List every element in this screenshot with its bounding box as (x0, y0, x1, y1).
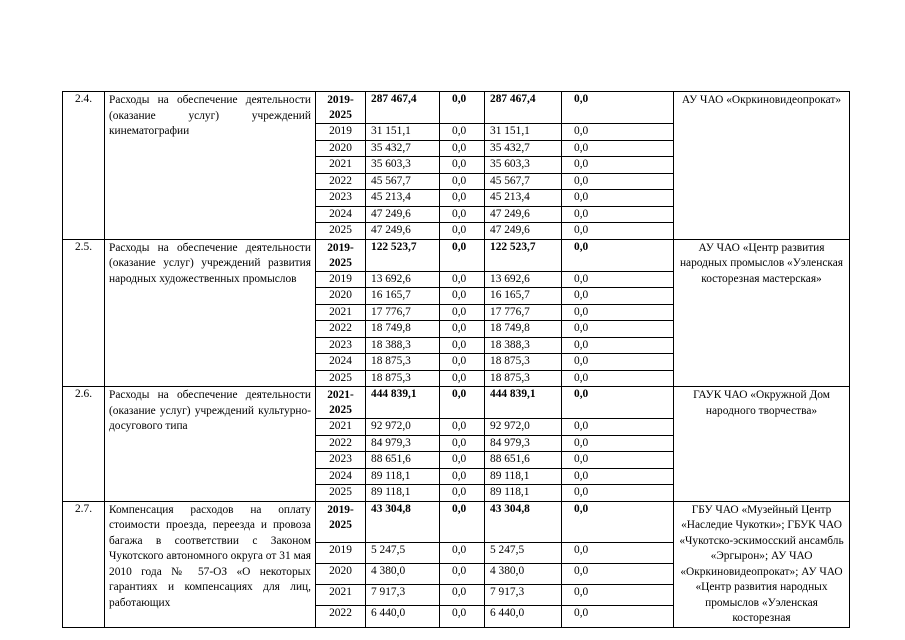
section-number: 2.4. (63, 92, 105, 240)
value-cell: 5 247,5 (485, 542, 562, 563)
year-cell: 2023 (316, 190, 366, 207)
year-cell: 2022 (316, 321, 366, 338)
value-cell: 18 875,3 (366, 370, 440, 387)
value-cell: 35 603,3 (485, 157, 562, 174)
value-cell: 18 749,8 (485, 321, 562, 338)
value-cell: 0,0 (440, 585, 485, 606)
value-cell: 0,0 (562, 563, 674, 584)
value-cell: 4 380,0 (366, 563, 440, 584)
total-value-cell: 0,0 (440, 501, 485, 542)
year-cell: 2024 (316, 206, 366, 223)
value-cell: 47 249,6 (485, 206, 562, 223)
value-cell: 89 118,1 (485, 485, 562, 502)
section-total-row (63, 387, 850, 419)
section-name: Расходы на обеспечение деятельности (оказание услуг) учреждений кинематографии (105, 92, 316, 240)
value-cell: 45 567,7 (485, 173, 562, 190)
year-cell: 2025 (316, 370, 366, 387)
value-cell: 0,0 (440, 354, 485, 371)
value-cell: 0,0 (440, 563, 485, 584)
year-cell: 2021 (316, 157, 366, 174)
value-cell: 0,0 (440, 304, 485, 321)
value-cell: 0,0 (562, 542, 674, 563)
value-cell: 18 749,8 (366, 321, 440, 338)
responsible-org: ГБУ ЧАО «Музейный Центр «Наследие Чукотки»; ГБУК ЧАО «Чукотско-эскимосский ансамбль «Эргырон»; АУ ЧАО «Окркиновидеопрокат»; АУ ЧАО «Центр развития народных промыслов «Уэленская косторезная (674, 501, 850, 627)
budget-table (62, 91, 850, 628)
value-cell: 7 917,3 (485, 585, 562, 606)
value-cell: 45 567,7 (366, 173, 440, 190)
value-cell: 0,0 (562, 468, 674, 485)
year-cell: 2021 (316, 585, 366, 606)
year-cell: 2021 (316, 304, 366, 321)
period-cell: 2019- 2025 (316, 239, 366, 271)
value-cell: 31 151,1 (366, 124, 440, 141)
value-cell: 84 979,3 (485, 435, 562, 452)
value-cell: 0,0 (440, 542, 485, 563)
value-cell: 0,0 (562, 288, 674, 305)
responsible-org: АУ ЧАО «Окркиновидеопрокат» (674, 92, 850, 240)
value-cell: 0,0 (440, 321, 485, 338)
value-cell: 0,0 (440, 337, 485, 354)
value-cell: 0,0 (440, 370, 485, 387)
value-cell: 0,0 (562, 223, 674, 240)
total-value-cell: 0,0 (440, 387, 485, 419)
value-cell: 0,0 (562, 304, 674, 321)
total-value-cell: 0,0 (562, 92, 674, 124)
period-cell: 2021- 2025 (316, 387, 366, 419)
value-cell: 13 692,6 (366, 271, 440, 288)
value-cell: 47 249,6 (366, 223, 440, 240)
total-value-cell: 0,0 (440, 92, 485, 124)
value-cell: 5 247,5 (366, 542, 440, 563)
value-cell: 0,0 (562, 485, 674, 502)
value-cell: 17 776,7 (485, 304, 562, 321)
total-value-cell: 287 467,4 (366, 92, 440, 124)
value-cell: 0,0 (562, 435, 674, 452)
value-cell: 47 249,6 (485, 223, 562, 240)
value-cell: 45 213,4 (366, 190, 440, 207)
value-cell: 0,0 (440, 190, 485, 207)
period-cell: 2019- 2025 (316, 501, 366, 542)
section-name: Расходы на обеспечение деятельности (оказание услуг) учреждений развития народных художественных промыслов (105, 239, 316, 387)
value-cell: 0,0 (562, 140, 674, 157)
year-cell: 2022 (316, 435, 366, 452)
value-cell: 0,0 (562, 370, 674, 387)
value-cell: 92 972,0 (485, 419, 562, 436)
value-cell: 0,0 (440, 223, 485, 240)
section-total-row (63, 239, 850, 271)
value-cell: 45 213,4 (485, 190, 562, 207)
value-cell: 89 118,1 (485, 468, 562, 485)
value-cell: 0,0 (440, 140, 485, 157)
section-total-row (63, 501, 850, 542)
year-cell: 2025 (316, 485, 366, 502)
value-cell: 92 972,0 (366, 419, 440, 436)
total-value-cell: 43 304,8 (485, 501, 562, 542)
value-cell: 18 875,3 (485, 354, 562, 371)
value-cell: 7 917,3 (366, 585, 440, 606)
value-cell: 0,0 (562, 585, 674, 606)
value-cell: 18 388,3 (485, 337, 562, 354)
value-cell: 18 388,3 (366, 337, 440, 354)
section-name: Расходы на обеспечение деятельности (оказание услуг) учреждений культурно-досугового типа (105, 387, 316, 502)
value-cell: 17 776,7 (366, 304, 440, 321)
value-cell: 16 165,7 (366, 288, 440, 305)
value-cell: 0,0 (440, 271, 485, 288)
value-cell: 0,0 (562, 206, 674, 223)
year-cell: 2022 (316, 173, 366, 190)
value-cell: 6 440,0 (366, 606, 440, 627)
value-cell: 0,0 (562, 606, 674, 627)
value-cell: 47 249,6 (366, 206, 440, 223)
value-cell: 35 432,7 (366, 140, 440, 157)
value-cell: 6 440,0 (485, 606, 562, 627)
value-cell: 13 692,6 (485, 271, 562, 288)
total-value-cell: 0,0 (562, 239, 674, 271)
value-cell: 4 380,0 (485, 563, 562, 584)
section-total-row (63, 92, 850, 124)
value-cell: 89 118,1 (366, 485, 440, 502)
total-value-cell: 444 839,1 (485, 387, 562, 419)
value-cell: 18 875,3 (485, 370, 562, 387)
value-cell: 0,0 (562, 173, 674, 190)
value-cell: 18 875,3 (366, 354, 440, 371)
year-cell: 2020 (316, 563, 366, 584)
value-cell: 0,0 (562, 157, 674, 174)
year-cell: 2024 (316, 468, 366, 485)
section-number: 2.5. (63, 239, 105, 387)
value-cell: 88 651,6 (366, 452, 440, 469)
responsible-org: ГАУК ЧАО «Окружной Дом народного творчества» (674, 387, 850, 502)
total-value-cell: 122 523,7 (485, 239, 562, 271)
section-name: Компенсация расходов на оплату стоимости проезда, переезда и провоза багажа в соответствии с Законом Чукотского автономного округа от 31 мая 2010 года № 57-ОЗ «О некоторых гарантиях и компенсациях для лиц, работающих (105, 501, 316, 627)
value-cell: 0,0 (440, 419, 485, 436)
year-cell: 2024 (316, 354, 366, 371)
value-cell: 0,0 (562, 271, 674, 288)
responsible-org: АУ ЧАО «Центр развития народных промыслов «Уэленская косторезная мастерская» (674, 239, 850, 387)
value-cell: 0,0 (440, 485, 485, 502)
value-cell: 0,0 (562, 452, 674, 469)
total-value-cell: 43 304,8 (366, 501, 440, 542)
value-cell: 0,0 (440, 452, 485, 469)
value-cell: 35 432,7 (485, 140, 562, 157)
period-cell: 2019- 2025 (316, 92, 366, 124)
value-cell: 0,0 (440, 435, 485, 452)
value-cell: 88 651,6 (485, 452, 562, 469)
year-cell: 2023 (316, 337, 366, 354)
section-number: 2.7. (63, 501, 105, 627)
value-cell: 35 603,3 (366, 157, 440, 174)
year-cell: 2022 (316, 606, 366, 627)
value-cell: 0,0 (562, 190, 674, 207)
value-cell: 0,0 (440, 468, 485, 485)
year-cell: 2020 (316, 288, 366, 305)
year-cell: 2019 (316, 542, 366, 563)
year-cell: 2020 (316, 140, 366, 157)
value-cell: 16 165,7 (485, 288, 562, 305)
section-number: 2.6. (63, 387, 105, 502)
value-cell: 0,0 (440, 288, 485, 305)
value-cell: 31 151,1 (485, 124, 562, 141)
value-cell: 0,0 (562, 321, 674, 338)
value-cell: 0,0 (440, 173, 485, 190)
value-cell: 0,0 (562, 337, 674, 354)
total-value-cell: 0,0 (562, 501, 674, 542)
value-cell: 0,0 (440, 124, 485, 141)
value-cell: 0,0 (562, 124, 674, 141)
total-value-cell: 0,0 (562, 387, 674, 419)
year-cell: 2019 (316, 271, 366, 288)
value-cell: 89 118,1 (366, 468, 440, 485)
total-value-cell: 287 467,4 (485, 92, 562, 124)
value-cell: 0,0 (562, 419, 674, 436)
year-cell: 2019 (316, 124, 366, 141)
value-cell: 0,0 (440, 206, 485, 223)
total-value-cell: 122 523,7 (366, 239, 440, 271)
value-cell: 84 979,3 (366, 435, 440, 452)
value-cell: 0,0 (562, 354, 674, 371)
value-cell: 0,0 (440, 606, 485, 627)
year-cell: 2021 (316, 419, 366, 436)
total-value-cell: 0,0 (440, 239, 485, 271)
value-cell: 0,0 (440, 157, 485, 174)
year-cell: 2023 (316, 452, 366, 469)
total-value-cell: 444 839,1 (366, 387, 440, 419)
year-cell: 2025 (316, 223, 366, 240)
